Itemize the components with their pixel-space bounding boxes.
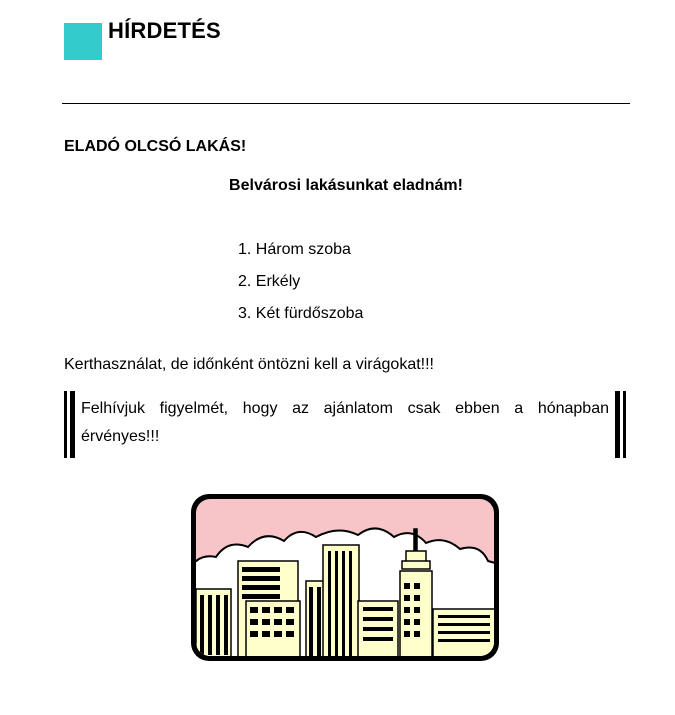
list-item: 3. Két fürdőszoba xyxy=(238,305,364,322)
ad-headline: ELADÓ OLCSÓ LAKÁS! xyxy=(64,138,247,155)
right-border-bars xyxy=(615,391,626,458)
city-skyline-icon xyxy=(188,491,502,664)
notice-box xyxy=(64,391,626,458)
ad-lead: Belvárosi lakásunkat eladnám! xyxy=(229,177,463,194)
list-item: 2. Erkély xyxy=(238,273,301,290)
list-item: 1. Három szoba xyxy=(238,241,351,258)
feature-list xyxy=(238,240,363,336)
accent-square xyxy=(64,23,102,60)
page-title: HÍRDETÉS xyxy=(108,18,221,43)
horizontal-divider xyxy=(62,103,630,104)
left-border-bars xyxy=(64,391,75,458)
notice-text: Felhívjuk figyelmét, hogy az ajánlatom csak ebben a hónapban érvényes!!! xyxy=(81,400,609,445)
garden-note: Kerthasználat, de időnként öntözni kell a virágokat!!! xyxy=(64,356,434,373)
